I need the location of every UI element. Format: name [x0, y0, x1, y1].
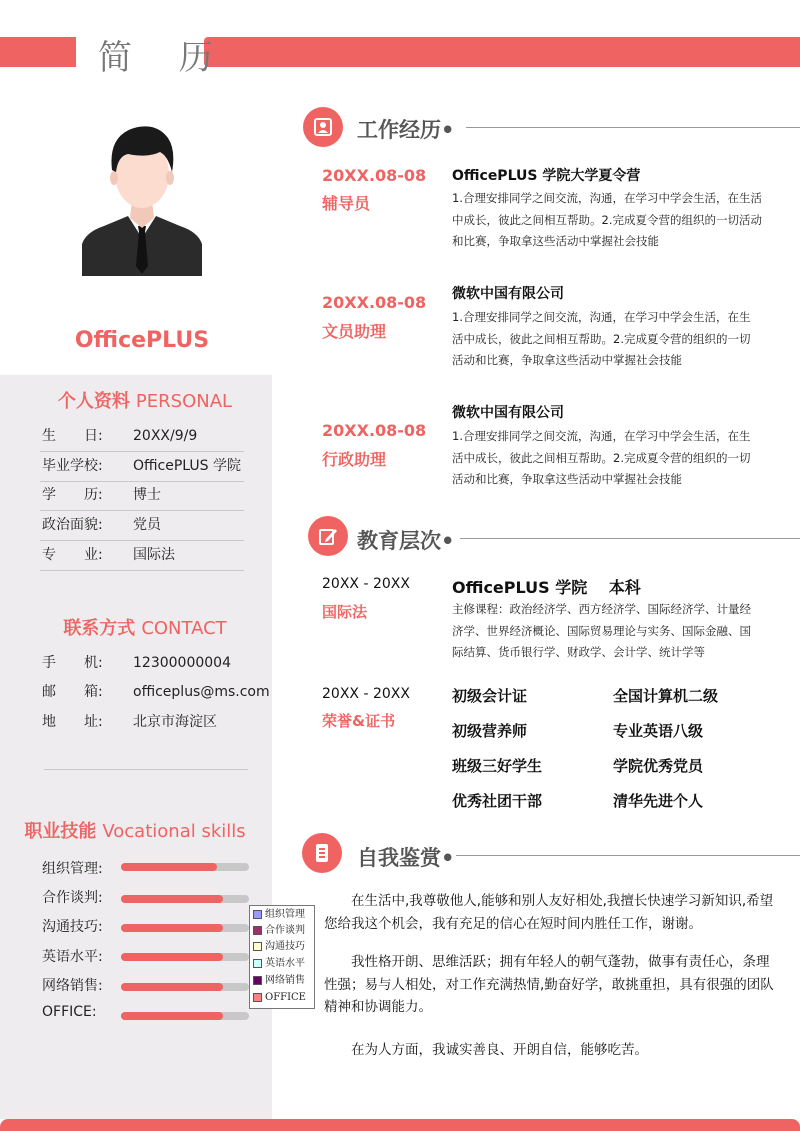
skill-bar	[121, 924, 249, 932]
page-title: 简 历	[98, 38, 231, 78]
skill-bar-fill	[121, 983, 223, 991]
job-role: 行政助理	[322, 450, 387, 469]
info-label: 政治面貌:	[42, 517, 103, 533]
legend-item	[253, 908, 305, 922]
contact-label: 邮 箱:	[42, 684, 103, 700]
personal-title-cn: 个人资料	[57, 391, 130, 412]
skill-label: 组织管理:	[42, 861, 103, 877]
document-icon	[302, 833, 342, 873]
info-row-school	[40, 452, 244, 482]
job-description	[452, 188, 777, 253]
skill-bar	[121, 1012, 249, 1020]
skill-bar-fill	[121, 863, 217, 871]
skill-label: 沟通技巧:	[42, 919, 103, 935]
legend-label: 合作谈判	[265, 925, 305, 936]
course-line: 济学、世界经济概论、国际贸易理论与实务、国际金融、国	[452, 623, 751, 638]
job-desc-line: 中成长，彼此之间相互帮助。2.完成夏令营的组织的一切活动	[452, 212, 762, 227]
header-bar-left	[0, 37, 76, 67]
job-desc-line: 1.合理安排同学之间交流，沟通，在学习中学会生活，在生	[452, 429, 751, 443]
skill-label: 合作谈判:	[42, 890, 103, 906]
info-row-political	[40, 511, 244, 541]
skill-bar-fill	[121, 924, 223, 932]
header-bar-right	[204, 37, 800, 67]
info-value: 博士	[133, 487, 161, 503]
profile-name: OfficePLUS	[74, 328, 210, 353]
skill-bar-fill	[121, 953, 223, 961]
legend-label: 英语水平	[265, 958, 305, 969]
contact-row-address	[40, 708, 280, 737]
certificate: 专业英语八级	[613, 722, 704, 740]
contact-label: 地 址:	[42, 714, 103, 730]
job-desc-line: 和比赛，争取拿这些活动中掌握社会技能	[452, 234, 659, 248]
info-row-birthday	[40, 422, 244, 452]
certificate: 初级会计证	[452, 687, 528, 705]
info-label: 专 业:	[42, 547, 103, 563]
contact-section-title	[20, 614, 270, 640]
education-date: 20XX - 20XX	[322, 576, 410, 592]
skill-label: 英语水平:	[42, 949, 103, 965]
contact-label: 手 机:	[42, 655, 103, 671]
contact-divider	[44, 769, 248, 770]
avatar	[82, 116, 202, 276]
contact-value: officeplus@ms.com	[133, 684, 270, 700]
certificate: 学院优秀党员	[613, 757, 704, 775]
self-section-title: 自我鉴赏•	[357, 846, 455, 870]
info-label: 学 历:	[42, 487, 103, 503]
job-desc-line: 活动和比赛，争取拿这些活动中掌握社会技能	[452, 353, 682, 367]
self-title-line	[456, 855, 800, 856]
job-date: 20XX.08-08	[322, 166, 427, 185]
job-desc-line: 活中成长，彼此之间相互帮助。2.完成夏令营的组织的一切	[452, 450, 751, 465]
skill-bar	[121, 953, 249, 961]
info-value: 国际法	[133, 547, 175, 563]
legend-item	[253, 974, 305, 988]
work-title-line	[466, 127, 800, 128]
info-row-degree	[40, 481, 244, 511]
job-date: 20XX.08-08	[322, 293, 427, 312]
self-paragraph: 我性格开朗、思维活跃；拥有年轻人的朝气蓬勃，做事有责任心，条理性强；易与人相处，对工作充满热情,勤奋好学，敢挑重担，具有很强的团队精神和协调能力。	[324, 954, 774, 1015]
contact-title-en: CONTACT	[141, 618, 227, 639]
job-company: 微软中国有限公司	[452, 286, 564, 302]
certificate: 优秀社团干部	[452, 792, 543, 810]
job-company: OfficePLUS 学院大学夏令营	[452, 168, 641, 184]
skill-bar	[121, 895, 249, 903]
footer-bar	[0, 1119, 800, 1131]
skill-label: 网络销售:	[42, 978, 103, 994]
info-label: 生 日:	[42, 428, 103, 444]
skills-title-en: Vocational skills	[102, 821, 246, 842]
self-paragraph: 在为人方面，我诚实善良、开朗自信，能够吃苦。	[351, 1042, 648, 1058]
education-courses	[452, 599, 777, 664]
skill-bar-fill	[121, 895, 223, 903]
education-school: OfficePLUS 学院 本科	[452, 578, 641, 597]
info-value: OfficePLUS 学院	[133, 458, 241, 474]
work-section-title: 工作经历•	[357, 118, 455, 142]
briefcase-icon	[303, 107, 343, 147]
job-role: 文员助理	[322, 322, 387, 341]
skill-bar	[121, 983, 249, 991]
certificate: 班级三好学生	[452, 757, 543, 775]
info-row-major	[40, 541, 244, 571]
job-desc-line: 1.合理安排同学之间交流，沟通，在学习中学会生活，在生活	[452, 191, 762, 205]
contact-title-cn: 联系方式	[63, 618, 136, 639]
contact-row-email	[40, 678, 280, 707]
legend-label: 网络销售	[265, 975, 305, 986]
info-value: 党员	[133, 517, 161, 533]
contact-row-phone	[40, 649, 280, 678]
skills-legend	[249, 905, 315, 1009]
job-date: 20XX.08-08	[322, 421, 427, 440]
legend-item	[253, 991, 306, 1005]
job-desc-line: 活中成长，彼此之间相互帮助。2.完成夏令营的组织的一切	[452, 331, 751, 346]
legend-label: OFFICE	[265, 992, 306, 1003]
legend-item	[253, 924, 305, 938]
honor-title: 荣誉&证书	[322, 712, 396, 730]
skill-bar	[121, 863, 249, 871]
contact-value: 12300000004	[133, 655, 231, 671]
personal-section-title	[20, 387, 270, 413]
certificate: 初级营养师	[452, 722, 528, 740]
edit-icon	[308, 516, 348, 556]
legend-swatch	[253, 926, 262, 935]
skills-title-cn: 职业技能	[24, 821, 97, 842]
legend-swatch	[253, 959, 262, 968]
job-desc-line: 活动和比赛，争取拿这些活动中掌握社会技能	[452, 472, 682, 486]
legend-swatch	[253, 910, 262, 919]
legend-label: 组织管理	[265, 909, 305, 920]
job-desc-line: 1.合理安排同学之间交流，沟通，在学习中学会生活，在生	[452, 310, 751, 324]
legend-swatch	[253, 976, 262, 985]
self-paragraph: 在生活中,我尊敬他人,能够和别人友好相处,我擅长快速学习新知识,希望您给我这个机会，我有充足的信心在短时间内胜任工作，谢谢。	[324, 893, 774, 932]
info-value: 20XX/9/9	[133, 428, 198, 444]
education-section-title: 教育层次•	[357, 529, 455, 553]
legend-swatch	[253, 993, 262, 1002]
education-major: 国际法	[322, 603, 368, 621]
certificate: 清华先进个人	[613, 792, 704, 810]
legend-item	[253, 957, 305, 971]
job-role: 辅导员	[322, 194, 371, 213]
skill-label: OFFICE:	[42, 1004, 97, 1020]
job-description	[452, 307, 777, 372]
honor-date: 20XX - 20XX	[322, 686, 410, 702]
legend-swatch	[253, 942, 262, 951]
legend-item	[253, 940, 305, 954]
legend-label: 沟通技巧	[265, 941, 305, 952]
job-description	[452, 426, 777, 491]
job-company: 微软中国有限公司	[452, 405, 564, 421]
course-line: 际结算、货币银行学、财政学、会计学、统计学等	[452, 645, 705, 659]
skill-bar-fill	[121, 1012, 223, 1020]
contact-value: 北京市海淀区	[133, 714, 217, 730]
course-line: 主修课程：政治经济学、西方经济学、国际经济学、计量经	[452, 602, 751, 616]
skills-section-title	[10, 817, 260, 843]
education-title-line	[460, 538, 800, 539]
personal-title-en: PERSONAL	[135, 391, 233, 412]
certificate: 全国计算机二级	[613, 687, 719, 705]
info-label: 毕业学校:	[42, 458, 103, 474]
